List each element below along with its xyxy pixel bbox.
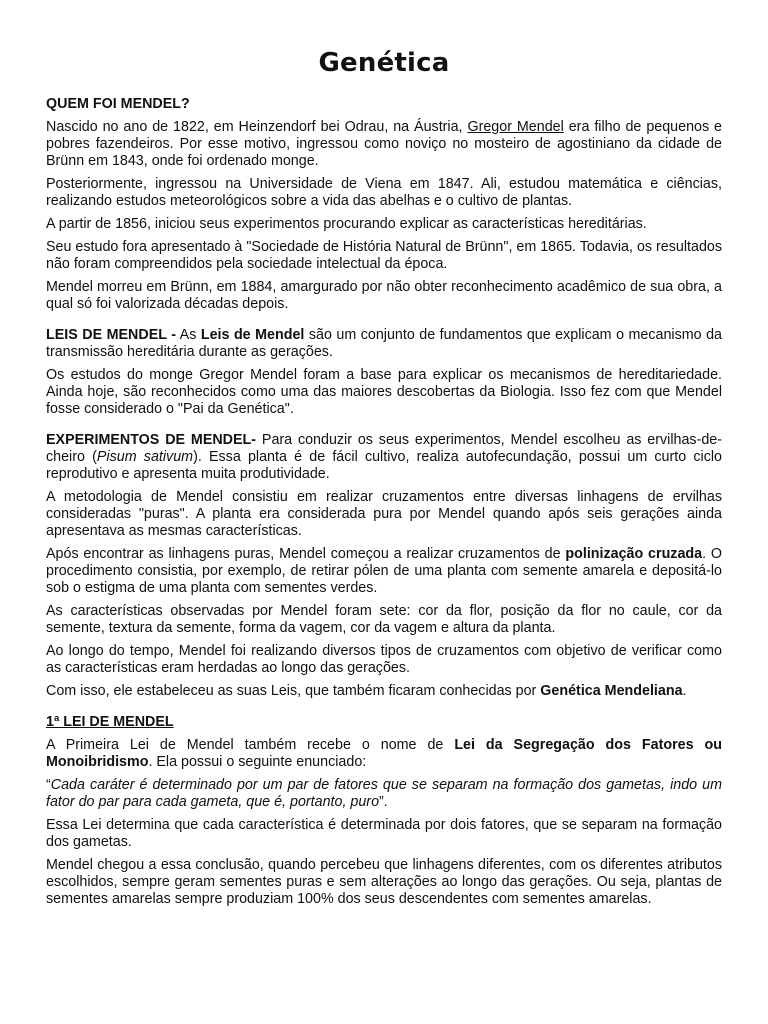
quote-mark: “ xyxy=(46,777,51,793)
text-run: As xyxy=(175,327,201,343)
paragraph xyxy=(46,683,722,700)
text-run: . Ela possui o seguinte enunciado: xyxy=(148,754,367,770)
scientific-name: Pisum sativum xyxy=(96,449,194,465)
text-run: A Primeira Lei de Mendel também recebe o nome de xyxy=(46,737,455,753)
text-run: ). Essa planta é de fácil cultivo, realiza autofecundação, possui um curto ciclo reprodutivo e apresenta muita produtividade. xyxy=(46,449,722,482)
paragraph: Seu estudo fora apresentado à "Sociedade de História Natural de Brünn", em 1865. Todavia, os resultados não foram compreendidos pela sociedade intelectual da época. xyxy=(46,239,722,272)
paragraph: Ao longo do tempo, Mendel foi realizando diversos tipos de cruzamentos com objetivo de verificar como as características eram herdadas ao longo das gerações. xyxy=(46,643,722,676)
quote-paragraph xyxy=(46,777,722,811)
text-run: Para conduzir os seus experimentos, Mendel escolheu as ervilhas-de-cheiro ( xyxy=(46,432,722,465)
law-statement: Cada caráter é determinado por um par de fatores que se separam na formação dos gametas, indo um fator do par para cada gameta, que é, portanto, puro xyxy=(46,777,722,810)
paragraph: As características observadas por Mendel foram sete: cor da flor, posição da flor no caule, cor da semente, textura da semente, forma da vagem, cor da vagem e altura da planta. xyxy=(46,603,722,636)
paragraph xyxy=(46,546,722,597)
text-run: são um conjunto de fundamentos que explicam o mecanismo da transmissão hereditária durante as gerações. xyxy=(46,327,722,360)
bold-term: polinização cruzada xyxy=(565,546,703,562)
quote-mark: ”. xyxy=(379,794,388,810)
paragraph: Os estudos do monge Gregor Mendel foram a base para explicar os mecanismos de hereditariedade. Ainda hoje, são reconhecidos como uma das maiores descobertas da Biologia. Isso fez com que Mendel fosse considerado o "Pai da Genética". xyxy=(46,367,722,417)
paragraph: Mendel chegou a essa conclusão, quando percebeu que linhagens diferentes, com os diferentes atributos escolhidos, sempre geram sementes puras e sem alterações ao longo das gerações. Ou seja, plantas de sementes amarelas sempre produziam 100% dos seus descendentes com sementes amarelas. xyxy=(46,857,722,907)
page-title: Genética xyxy=(318,48,450,78)
paragraph: Posteriormente, ingressou na Universidade de Viena em 1847. Ali, estudou matemática e ciências, realizando estudos meteorológicos sobre a vida das abelhas e o cultivo de plantas. xyxy=(46,176,722,209)
gregor-mendel-link[interactable]: Gregor Mendel xyxy=(467,119,564,135)
section-heading-leis-de-mendel: LEIS DE MENDEL - xyxy=(46,327,176,343)
paragraph xyxy=(46,119,722,170)
text-run: Após encontrar as linhagens puras, Mendel começou a realizar cruzamentos de xyxy=(46,546,566,562)
bold-term: Lei da Segregação dos Fatores ou Monoibridismo xyxy=(46,737,722,770)
text-run: . xyxy=(682,683,687,699)
paragraph xyxy=(46,432,722,483)
section-heading-quem-foi-mendel: QUEM FOI MENDEL? xyxy=(46,96,190,112)
bold-term: Leis de Mendel xyxy=(200,327,305,343)
paragraph: Mendel morreu em Brünn, em 1884, amargurado por não obter reconhecimento acadêmico de sua obra, a qual só foi valorizada décadas depois. xyxy=(46,279,722,312)
paragraph xyxy=(46,327,722,361)
text-run: Com isso, ele estabeleceu as suas Leis, que também ficaram conhecidas por xyxy=(46,683,541,699)
text-run: . O procedimento consistia, por exemplo, de retirar pólen de uma planta com semente amarela e depositá-lo sob o estigma de uma planta com sementes verdes. xyxy=(46,546,722,596)
text-run: Nascido no ano de 1822, em Heinzendorf bei Odrau, na Áustria, xyxy=(46,119,468,135)
section-heading-primeira-lei: 1ª LEI DE MENDEL xyxy=(46,714,174,730)
section-heading-experimentos: EXPERIMENTOS DE MENDEL- xyxy=(46,432,257,448)
paragraph: Essa Lei determina que cada característica é determinada por dois fatores, que se separam na formação dos gametas. xyxy=(46,817,722,850)
paragraph: A partir de 1856, iniciou seus experimentos procurando explicar as características hereditárias. xyxy=(46,216,647,232)
text-run: era filho de pequenos e pobres fazendeiros. Por esse motivo, ingressou como noviço no mosteiro de agostiniano da cidade de Brünn em 1843, onde foi ordenado monge. xyxy=(46,119,723,169)
paragraph: A metodologia de Mendel consistiu em realizar cruzamentos entre diversas linhagens de ervilhas consideradas "puras". A planta era considerada pura por Mendel quando após seis gerações ainda apresentava as mesmas características. xyxy=(46,489,722,539)
paragraph xyxy=(46,737,722,771)
bold-term: Genética Mendeliana xyxy=(540,683,683,699)
